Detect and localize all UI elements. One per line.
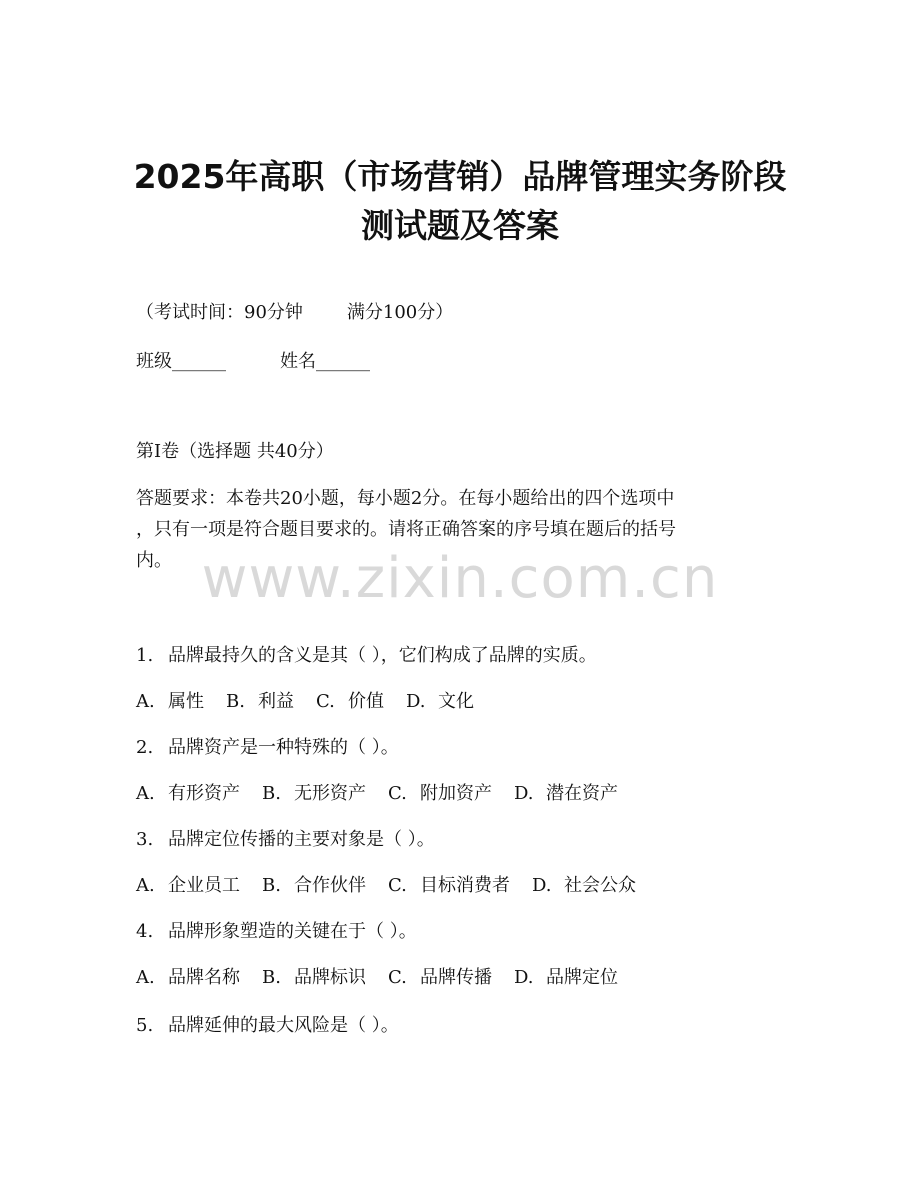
question-2-options [136, 782, 618, 806]
option-c: C. 目标消费者 [388, 875, 510, 896]
option-b: B. 合作伙伴 [262, 875, 366, 896]
question-text: 品牌延伸的最大风险是（ ）。 [168, 1015, 399, 1036]
option-d: D. 潜在资产 [514, 783, 618, 804]
question-2 [136, 736, 399, 760]
name-field: 姓名______ [280, 351, 370, 372]
option-b: B. 无形资产 [262, 783, 366, 804]
student-info [136, 350, 370, 374]
option-c: C. 价值 [316, 691, 384, 712]
option-a: A. 品牌名称 [136, 967, 240, 988]
question-number: 5. [136, 1015, 154, 1036]
option-a: A. 有形资产 [136, 783, 240, 804]
question-number: 2. [136, 737, 154, 758]
question-5 [136, 1014, 399, 1038]
section-requirement-line: 内。 [136, 550, 172, 571]
question-text: 品牌资产是一种特殊的（ ）。 [168, 737, 399, 758]
watermark: www.zixin.com.cn [201, 546, 719, 611]
question-number: 3. [136, 829, 154, 850]
exam-time: （考试时间：90分钟 [136, 302, 303, 323]
question-text: 品牌定位传播的主要对象是（ ）。 [168, 829, 435, 850]
option-c: C. 附加资产 [388, 783, 492, 804]
section-title: 第I卷（选择题 共40分） [136, 441, 334, 462]
question-text: 品牌形象塑造的关键在于（ ）。 [168, 921, 417, 942]
question-1-options [136, 690, 474, 714]
class-field: 班级______ [136, 351, 226, 372]
option-d: D. 品牌定位 [514, 967, 618, 988]
question-3 [136, 828, 435, 852]
option-c: C. 品牌传播 [388, 967, 492, 988]
option-d: D. 社会公众 [532, 875, 636, 896]
option-d: D. 文化 [406, 691, 474, 712]
document-title-line-2: 测试题及答案 [361, 206, 559, 245]
exam-info [136, 301, 453, 325]
question-number: 1. [136, 645, 154, 666]
section-requirement-line: 答题要求：本卷共20小题，每小题2分。在每小题给出的四个选项中 [136, 488, 675, 509]
option-a: A. 属性 [136, 691, 204, 712]
question-1 [136, 644, 597, 668]
question-4-options [136, 966, 618, 990]
question-number: 4. [136, 921, 154, 942]
option-b: B. 品牌标识 [262, 967, 366, 988]
question-text: 品牌最持久的含义是其（ ），它们构成了品牌的实质。 [168, 645, 597, 666]
exam-full-score: 满分100分） [346, 302, 454, 323]
section-requirement-line: ，只有一项是符合题目要求的。请将正确答案的序号填在题后的括号 [136, 519, 676, 540]
question-4 [136, 920, 417, 944]
option-b: B. 利益 [226, 691, 294, 712]
document-title-line-1: 2025年高职（市场营销）品牌管理实务阶段 [133, 157, 787, 196]
question-3-options [136, 874, 636, 898]
option-a: A. 企业员工 [136, 875, 240, 896]
